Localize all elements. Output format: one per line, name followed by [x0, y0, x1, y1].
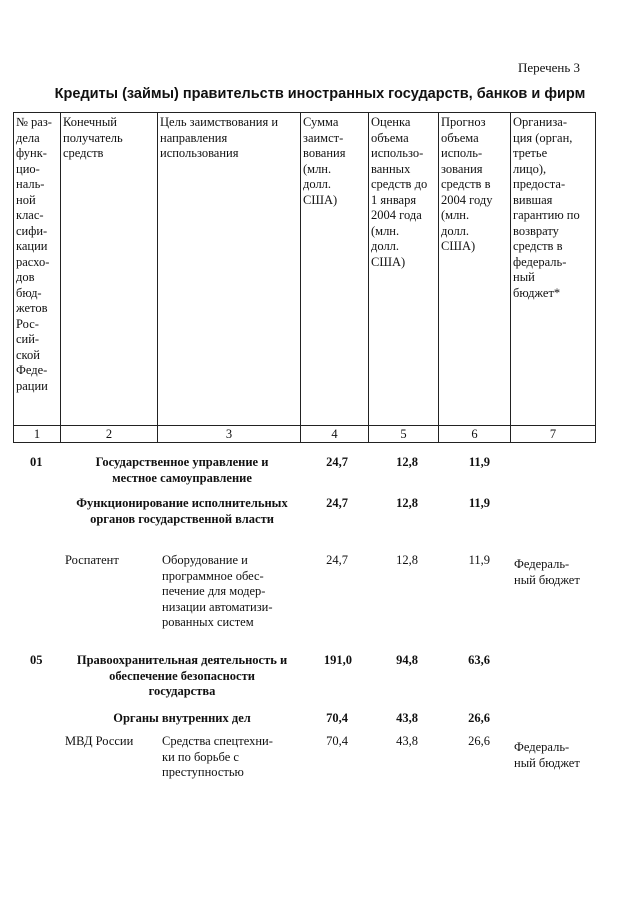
header-purpose: Цель заимствования и направления использования: [158, 113, 301, 426]
recipient-name: Роспатент: [65, 553, 119, 567]
used-value: 94,8: [396, 653, 418, 667]
header-recipient: Конечный получатель средств: [61, 113, 158, 426]
table-header-row: [14, 113, 596, 426]
column-numbers-row: [14, 426, 596, 443]
header-used-estimate: Оценка объема использо- ванных средств до 1 января 2004 года (млн. долл. США): [369, 113, 439, 426]
purpose-text: Оборудование и программное обес- печение для модер- низации автоматизи- рованных систем: [162, 553, 273, 629]
header-forecast-2004: Прогноз объема исполь- зования средств в 2004 году (млн. долл. США): [439, 113, 511, 426]
forecast-value: 63,6: [468, 653, 490, 667]
subsection-title: Функционирование исполнительных органов государственной власти: [76, 496, 288, 526]
guarantor-text: Федераль- ный бюджет: [514, 740, 580, 770]
forecast-value: 11,9: [468, 455, 490, 469]
section-title: Государственное управление и местное самоуправление: [95, 455, 269, 485]
column-number: 1: [14, 426, 61, 443]
section-code: 05: [30, 653, 43, 667]
column-number: 5: [369, 426, 439, 443]
amount-value: 24,7: [326, 553, 348, 567]
forecast-value: 26,6: [468, 711, 490, 725]
forecast-value: 11,9: [468, 553, 490, 567]
amount-value: 70,4: [326, 734, 348, 748]
forecast-value: 11,9: [468, 496, 490, 510]
used-value: 43,8: [396, 734, 418, 748]
column-number: 4: [301, 426, 369, 443]
section-title: Правоохранительная деятельность и обеспечение безопасности государства: [76, 653, 288, 698]
list-number: Перечень 3: [518, 60, 581, 75]
column-number: 6: [439, 426, 511, 443]
guarantor-text: Федераль- ный бюджет: [514, 557, 580, 587]
header-borrowing-amount: Сумма заимст- вования (млн. долл. США): [301, 113, 369, 426]
subsection-title: Органы внутренних дел: [113, 711, 251, 725]
amount-value: 70,4: [326, 711, 348, 725]
purpose-text: Средства спецтехни- ки по борьбе с преступностью: [162, 734, 273, 779]
column-number: 2: [61, 426, 158, 443]
section-code: 01: [30, 455, 43, 469]
used-value: 12,8: [396, 496, 418, 510]
header-section-number: № раз- дела функ- цио- наль- ной клас- сифи- кации расхо- дов бюд- жетов Рос- сий- ской Феде- рации: [14, 113, 61, 426]
amount-value: 24,7: [326, 496, 348, 510]
used-value: 12,8: [396, 455, 418, 469]
header-guarantor: Организа- ция (орган, третье лицо), предоста- вившая гарантию по возврату средств в федераль- ный бюджет*: [511, 113, 596, 426]
amount-value: 24,7: [326, 455, 348, 469]
forecast-value: 26,6: [468, 734, 490, 748]
recipient-name: МВД России: [65, 734, 134, 748]
column-number: 7: [511, 426, 596, 443]
used-value: 43,8: [396, 711, 418, 725]
column-number: 3: [158, 426, 301, 443]
document-title: Кредиты (займы) правительств иностранных государств, банков и фирм: [54, 86, 586, 102]
amount-value: 191,0: [323, 653, 352, 667]
credits-table: [13, 112, 596, 443]
used-value: 12,8: [396, 553, 418, 567]
